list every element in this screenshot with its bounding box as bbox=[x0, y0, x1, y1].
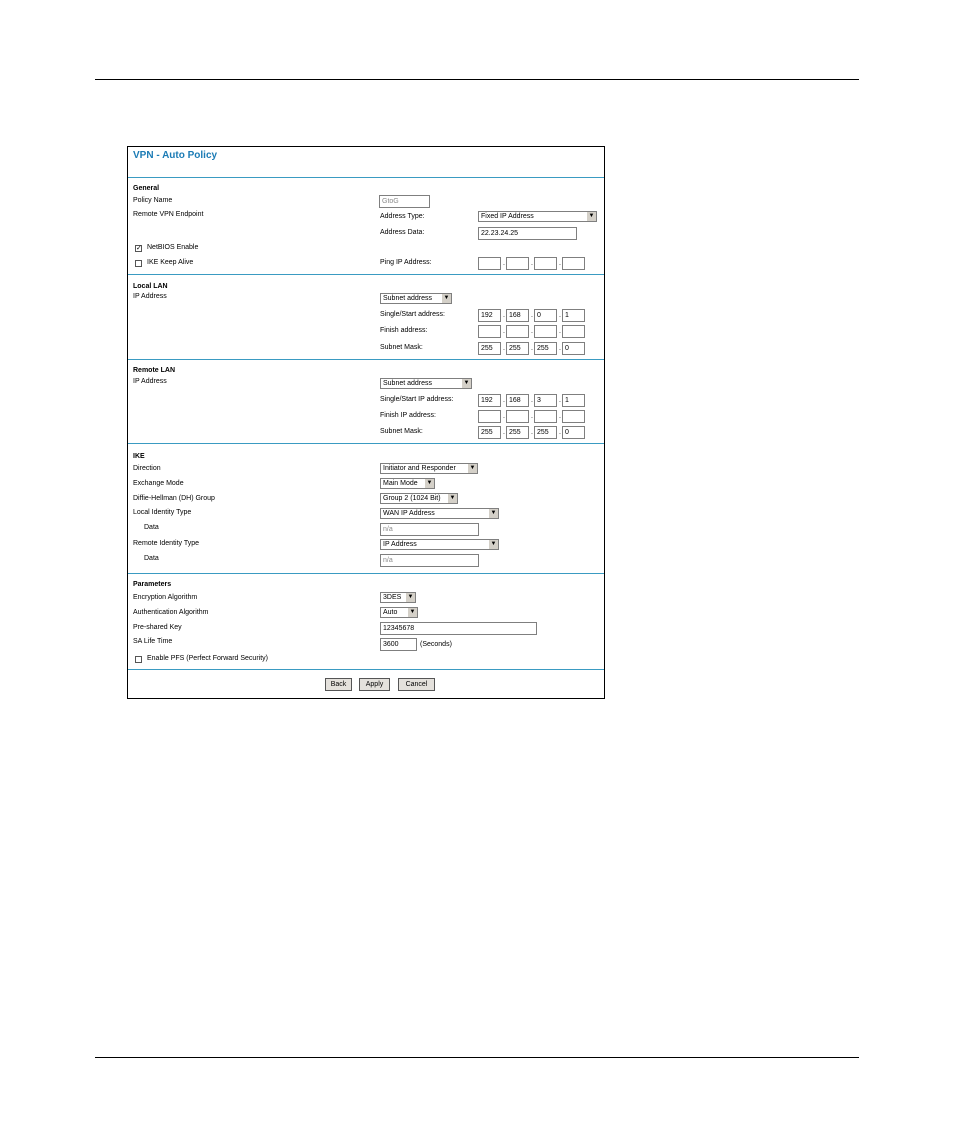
exchange-mode-value: Main Mode bbox=[383, 480, 418, 487]
ip-dot: . bbox=[503, 413, 505, 420]
section-ike-heading: IKE bbox=[133, 453, 145, 460]
policy-name-input[interactable]: GtoG bbox=[379, 195, 430, 208]
ip-dot: . bbox=[503, 260, 505, 267]
ip-dot: . bbox=[559, 429, 561, 436]
section-parameters-heading: Parameters bbox=[133, 581, 172, 588]
local-data-label: Data bbox=[144, 524, 159, 531]
exchange-mode-select[interactable] bbox=[380, 478, 435, 489]
ip-dot: . bbox=[531, 312, 533, 319]
ping-ip-label: Ping IP Address: bbox=[380, 259, 432, 266]
remote-mask-octet-1[interactable]: 255 bbox=[478, 426, 501, 439]
policy-name-label: Policy Name bbox=[133, 197, 173, 204]
local-ip-type-value: Subnet address bbox=[383, 295, 433, 302]
address-data-label: Address Data: bbox=[380, 229, 425, 236]
local-finish-octet-4[interactable] bbox=[562, 325, 585, 338]
pfs-label: Enable PFS (Perfect Forward Security) bbox=[147, 655, 268, 662]
chevron-down-icon: ▼ bbox=[441, 294, 451, 303]
parameters-separator bbox=[128, 669, 604, 670]
check-icon: ✓ bbox=[136, 245, 142, 252]
exchange-mode-label: Exchange Mode bbox=[133, 480, 184, 487]
remote-mask-octet-4[interactable]: 0 bbox=[562, 426, 585, 439]
netbios-label: NetBIOS Enable bbox=[147, 244, 199, 251]
remote-start-octet-3[interactable]: 3 bbox=[534, 394, 557, 407]
remote-finish-label: Finish IP address: bbox=[380, 412, 436, 419]
ip-dot: . bbox=[559, 397, 561, 404]
local-start-octet-3[interactable]: 0 bbox=[534, 309, 557, 322]
remote-finish-octet-2[interactable] bbox=[506, 410, 529, 423]
remote-start-octet-1[interactable]: 192 bbox=[478, 394, 501, 407]
ip-dot: . bbox=[531, 328, 533, 335]
netbios-checkbox[interactable] bbox=[135, 245, 142, 252]
remote-start-octet-4[interactable]: 1 bbox=[562, 394, 585, 407]
local-mask-octet-1[interactable]: 255 bbox=[478, 342, 501, 355]
pfs-checkbox[interactable] bbox=[135, 656, 142, 663]
remote-finish-octet-4[interactable] bbox=[562, 410, 585, 423]
local-finish-octet-2[interactable] bbox=[506, 325, 529, 338]
local-mask-octet-3[interactable]: 255 bbox=[534, 342, 557, 355]
page-title: VPN - Auto Policy bbox=[133, 150, 218, 161]
local-identity-value: WAN IP Address bbox=[383, 510, 435, 517]
ip-dot: . bbox=[559, 328, 561, 335]
section-remote-lan-heading: Remote LAN bbox=[133, 367, 176, 374]
chevron-down-icon: ▼ bbox=[488, 540, 498, 549]
ip-dot: . bbox=[503, 429, 505, 436]
encryption-value: 3DES bbox=[383, 594, 402, 601]
remote-mask-octet-3[interactable]: 255 bbox=[534, 426, 557, 439]
page-bottom-rule bbox=[95, 1057, 859, 1058]
authentication-select[interactable] bbox=[380, 607, 418, 618]
local-finish-octet-3[interactable] bbox=[534, 325, 557, 338]
sa-lifetime-input[interactable]: 3600 bbox=[380, 638, 417, 651]
chevron-down-icon: ▼ bbox=[461, 379, 471, 388]
remote-ip-label: IP Address bbox=[133, 378, 167, 385]
ip-dot: . bbox=[503, 328, 505, 335]
direction-select[interactable] bbox=[380, 463, 478, 474]
remote-identity-value: IP Address bbox=[383, 541, 417, 548]
local-start-octet-1[interactable]: 192 bbox=[478, 309, 501, 322]
chevron-down-icon: ▼ bbox=[407, 608, 417, 617]
ip-dot: . bbox=[531, 413, 533, 420]
ike-separator bbox=[128, 573, 604, 574]
page-top-rule bbox=[95, 79, 859, 80]
remote-endpoint-label: Remote VPN Endpoint bbox=[133, 211, 204, 218]
remote-ip-type-select[interactable] bbox=[380, 378, 472, 389]
title-separator bbox=[128, 177, 604, 178]
vpn-auto-policy-panel bbox=[127, 146, 605, 699]
authentication-value: Auto bbox=[383, 609, 398, 616]
back-button[interactable]: Back bbox=[325, 678, 352, 691]
address-type-label: Address Type: bbox=[380, 213, 425, 220]
dh-group-value: Group 2 (1024 Bit) bbox=[383, 495, 441, 502]
general-separator bbox=[128, 274, 604, 275]
ip-dot: . bbox=[531, 429, 533, 436]
chevron-down-icon: ▼ bbox=[586, 212, 596, 221]
remote-lan-separator bbox=[128, 443, 604, 444]
chevron-down-icon: ▼ bbox=[467, 464, 477, 473]
local-data-input[interactable]: n/a bbox=[380, 523, 479, 536]
remote-mask-label: Subnet Mask: bbox=[380, 428, 423, 435]
local-start-octet-2[interactable]: 168 bbox=[506, 309, 529, 322]
chevron-down-icon: ▼ bbox=[488, 509, 498, 518]
encryption-label: Encryption Algorithm bbox=[133, 594, 198, 601]
local-start-octet-4[interactable]: 1 bbox=[562, 309, 585, 322]
chevron-down-icon: ▼ bbox=[405, 593, 415, 602]
apply-button[interactable]: Apply bbox=[359, 678, 390, 691]
local-identity-select[interactable] bbox=[380, 508, 499, 519]
remote-finish-octet-3[interactable] bbox=[534, 410, 557, 423]
local-identity-label: Local Identity Type bbox=[133, 509, 192, 516]
remote-start-label: Single/Start IP address: bbox=[380, 396, 454, 403]
ip-dot: . bbox=[559, 345, 561, 352]
direction-label: Direction bbox=[133, 465, 161, 472]
local-finish-label: Finish address: bbox=[380, 327, 428, 334]
section-local-lan-heading: Local LAN bbox=[133, 283, 168, 290]
ping-ip-octet-4[interactable] bbox=[562, 257, 585, 270]
local-lan-separator bbox=[128, 359, 604, 360]
sa-lifetime-unit: (Seconds) bbox=[420, 641, 452, 648]
local-ip-label: IP Address bbox=[133, 293, 167, 300]
local-mask-label: Subnet Mask: bbox=[380, 344, 423, 351]
local-mask-octet-4[interactable]: 0 bbox=[562, 342, 585, 355]
address-type-select[interactable] bbox=[478, 211, 597, 222]
address-data-input[interactable]: 22.23.24.25 bbox=[478, 227, 577, 240]
sa-lifetime-label: SA Life Time bbox=[133, 638, 173, 645]
remote-ip-type-value: Subnet address bbox=[383, 380, 433, 387]
dh-group-select[interactable] bbox=[380, 493, 458, 504]
ip-dot: . bbox=[503, 397, 505, 404]
authentication-label: Authentication Algorithm bbox=[133, 609, 209, 616]
ip-dot: . bbox=[503, 345, 505, 352]
ip-dot: . bbox=[559, 260, 561, 267]
ip-dot: . bbox=[559, 312, 561, 319]
dh-group-label: Diffie-Hellman (DH) Group bbox=[133, 495, 215, 502]
ip-dot: . bbox=[531, 397, 533, 404]
chevron-down-icon: ▼ bbox=[447, 494, 457, 503]
remote-data-label: Data bbox=[144, 555, 159, 562]
local-finish-octet-1[interactable] bbox=[478, 325, 501, 338]
ike-keepalive-label: IKE Keep Alive bbox=[147, 259, 194, 266]
remote-data-input[interactable]: n/a bbox=[380, 554, 479, 567]
ip-dot: . bbox=[531, 260, 533, 267]
ip-dot: . bbox=[531, 345, 533, 352]
direction-value: Initiator and Responder bbox=[383, 465, 456, 472]
ip-dot: . bbox=[559, 413, 561, 420]
remote-finish-octet-1[interactable] bbox=[478, 410, 501, 423]
remote-identity-label: Remote Identity Type bbox=[133, 540, 200, 547]
encryption-select[interactable] bbox=[380, 592, 416, 603]
psk-label: Pre-shared Key bbox=[133, 624, 182, 631]
section-general-heading: General bbox=[133, 185, 160, 192]
local-mask-octet-2[interactable]: 255 bbox=[506, 342, 529, 355]
address-type-value: Fixed IP Address bbox=[481, 213, 534, 220]
chevron-down-icon: ▼ bbox=[424, 479, 434, 488]
remote-identity-select[interactable] bbox=[380, 539, 499, 550]
ike-keepalive-checkbox[interactable] bbox=[135, 260, 142, 267]
local-start-label: Single/Start address: bbox=[380, 311, 445, 318]
ping-ip-octet-3[interactable] bbox=[534, 257, 557, 270]
local-ip-type-select[interactable] bbox=[380, 293, 452, 304]
ip-dot: . bbox=[503, 312, 505, 319]
cancel-button[interactable]: Cancel bbox=[398, 678, 435, 691]
psk-input[interactable]: 12345678 bbox=[380, 622, 537, 635]
remote-start-octet-2[interactable]: 168 bbox=[506, 394, 529, 407]
remote-mask-octet-2[interactable]: 255 bbox=[506, 426, 529, 439]
ping-ip-octet-1[interactable] bbox=[478, 257, 501, 270]
ping-ip-octet-2[interactable] bbox=[506, 257, 529, 270]
